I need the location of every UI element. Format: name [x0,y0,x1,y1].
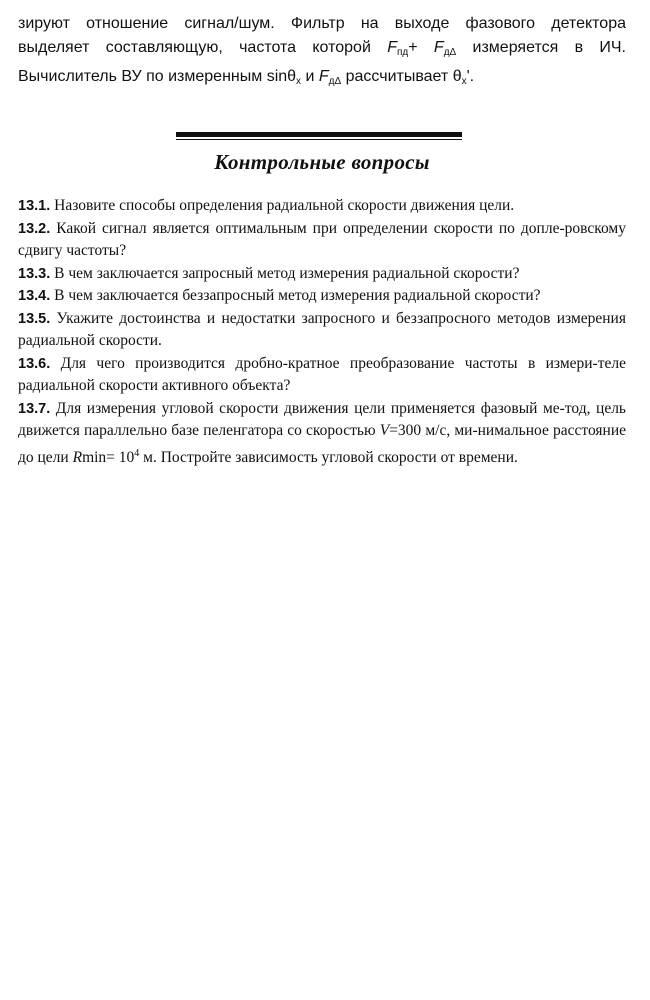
var-f: F [318,68,329,85]
question-item [18,195,626,218]
question-number: 13.7. [18,400,51,417]
exponent: 4 [134,447,140,459]
and-word: и [301,68,319,85]
question-number: 13.2. [18,220,51,237]
intro-line-1-text: зируют отношение сигнал/шум. Фильтр на выходе фазового детектора [18,15,626,32]
question-text: Для чего производится дробно-кратное преобразование частоты в измери-теле радиальной скорости активного объекта? [18,354,626,394]
question-text: Укажите достоинства и недостатки запросного и беззапросного методов измерения радиальной скорости. [18,309,626,349]
question-number: 13.4. [18,288,51,304]
page [18,12,626,469]
section-rule [176,132,462,140]
question-item [18,263,626,286]
rmin-value: min= 10 [82,448,135,466]
question-item [18,285,626,308]
intro-line-2-end: измеряется в ИЧ. [456,39,626,56]
plus-sign: + [408,39,434,56]
intro-line-3-text: Вычислитель ВУ по измеренным sinθ [18,68,297,85]
question-item [18,353,626,398]
sub-d-delta: дΔ [328,76,342,87]
questions-list [18,195,626,469]
question-text-cont: =300 м/с, ми-нимальное расстояние до цели [18,422,626,466]
question-number: 13.5. [18,310,51,327]
question-text: Какой сигнал является оптимальным при определении скорости по допле-ровскому сдвигу частоты? [18,219,626,259]
question-text: В чем заключается беззапросный метод измерения радиальной скорости? [50,287,541,304]
question-text: В чем заключается запросный метод измерения радиальной скорости? [50,264,520,282]
rule-thick [176,132,462,137]
intro-paragraph [18,12,626,94]
rule-thin [176,139,462,140]
intro-line-3-mid: рассчитывает θ [341,68,462,85]
question-number: 13.6. [18,355,51,372]
intro-line-3 [18,65,626,94]
sub-x: x [461,76,467,87]
sub-pd: пд [396,47,409,58]
sub-d-delta: дΔ [443,47,457,58]
intro-line-3-end: '. [466,68,475,85]
question-item [18,218,626,263]
intro-line-1 [18,12,626,36]
question-number: 13.3. [18,265,51,282]
question-text: Назовите способы определения радиальной скорости движения цели. [50,197,515,214]
var-r: R [72,448,83,466]
intro-line-2 [18,36,626,65]
question-text-end: м. Постройте зависимость угловой скорости от времени. [139,448,518,466]
var-f: F [433,39,444,56]
question-item [18,398,626,470]
section-title: Контрольные вопросы [214,150,430,174]
var-f: F [387,39,397,56]
question-text: Для измерения угловой скорости движения цели применяется фазовый ме-тод, цель движется параллельно базе пеленгатора со скоростью [18,399,626,439]
intro-line-2-text: выделяет составляющую, частота которой [18,39,388,56]
question-number: 13.1. [18,198,51,214]
var-v: V [379,422,390,439]
sub-x: x [296,76,302,87]
question-item [18,308,626,353]
